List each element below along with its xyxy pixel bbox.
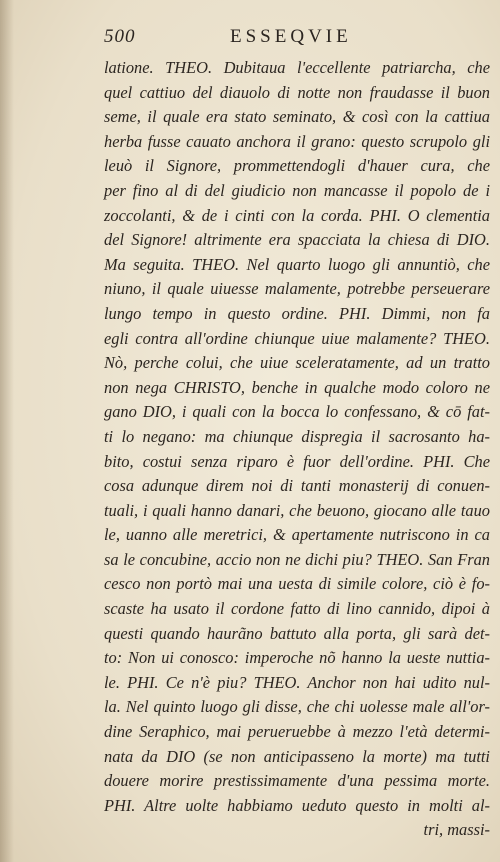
text-line: cesco non portò mai una uesta di simile colore, ciò è fo- <box>104 574 490 594</box>
text-line: latione. THEO. Dubitaua l'eccellente patriarcha, che <box>104 58 490 77</box>
text-line: scaste ha usato il cordone fatto di lino cannido, dipoi à <box>104 599 490 619</box>
text-line: cosa adunque direm noi di tanti monasterij di conuen- <box>104 476 490 496</box>
text-line: egli contra all'ordine chiunque uiue malamente? THEO. <box>104 328 490 348</box>
text-line: Ma seguita. THEO. Nel quarto luogo gli annuntiò, che <box>104 254 490 274</box>
text-line: le. PHI. Ce n'è piu? THEO. Anchor non hai udito nul- <box>104 672 490 692</box>
text-line: to: Non ui conosco: imperoche nõ hanno la ueste nuttia- <box>104 648 490 668</box>
text-line: bito, costui senza riparo è fuor dell'ordine. PHI. Che <box>104 451 490 471</box>
text-line: herba fusse cauato anchora il grano: questo scrupolo gli <box>104 131 490 151</box>
text-line: ti lo negano: ma chiunque dispregia il sacrosanto ha- <box>104 426 490 446</box>
text-line: quel cattiuo del diauolo di notte non fraudasse il buon <box>104 82 490 102</box>
text-line: gano DIO, i quali con la bocca lo confessano, & cō fat- <box>104 402 490 422</box>
text-line: sa le concubine, accio non ne dichi piu? THEO. San Fran <box>104 549 490 569</box>
text-line: la. Nel quinto luogo gli disse, che chi uolesse male all'or- <box>104 697 490 717</box>
text-line: PHI. Altre uolte habbiamo ueduto questo in molti al- <box>104 795 490 815</box>
page-number: 500 <box>104 26 136 47</box>
text-line: tuali, i quali hanno danari, che beuono, giocano alle tauo <box>104 500 490 520</box>
text-line: nata da DIO (se non anticipasseno la morte) ma tutti <box>104 746 490 766</box>
text-line: leuò il Signore, prommettendogli d'hauer cura, che <box>104 156 490 176</box>
text-line: per fino al di del giudicio non mancasse il popolo de i <box>104 180 490 200</box>
text-line: le, uanno alle meretrici, & apertamente nutriscono in ca <box>104 525 490 545</box>
text-line: lungo tempo in questo ordine. PHI. Dimmi, non fa <box>104 303 490 323</box>
binding-shadow <box>0 0 14 862</box>
text-line: del Signore! altrimente era spacciata la chiesa di DIO. <box>104 230 490 250</box>
body-text <box>104 56 490 843</box>
running-title: ESSEQVIE <box>230 26 352 47</box>
text-line-catchword: tri, massi- <box>423 820 490 840</box>
running-head <box>104 26 484 50</box>
text-line: zoccolanti, & de i cinti con la corda. PHI. O clementia <box>104 205 490 225</box>
text-line: seme, il quale era stato seminato, & così con la cattiua <box>104 107 490 127</box>
text-line: non nega CHRISTO, benche in qualche modo coloro ne <box>104 377 490 397</box>
text-line: niuno, il quale uiuesse malamente, potrebbe perseuerare <box>104 279 490 299</box>
text-line: questi quando haurãno battuto alla porta, gli sarà det- <box>104 623 490 643</box>
text-line: dine Seraphico, mai perueruebbe à mezzo l'età determi- <box>104 722 490 742</box>
text-line: douere morire prestissimamente d'una pessima morte. <box>104 771 490 791</box>
text-line: Nò, perche colui, che uiue sceleratamente, ad un tratto <box>104 353 490 373</box>
